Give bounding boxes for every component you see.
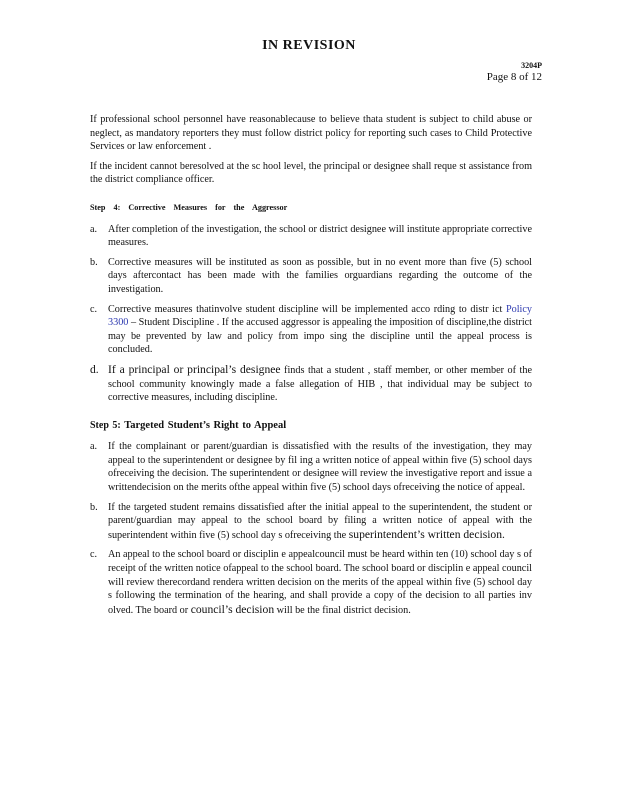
- step-5-item-b: [90, 501, 532, 543]
- page-number: Page 8 of 12: [486, 71, 542, 83]
- item-label: a.: [90, 223, 98, 235]
- item-emphasis-text: council’s decision: [190, 602, 275, 616]
- step-5-label: Step 5:: [90, 419, 121, 431]
- item-text: If the complainant or parent/guardian is dissatisfied with the results of the investigation, they may appeal to the superintendent or designee by fil ing a written notice of appeal within five (5) school days ofreceiving the decision. The superintendent or designee will review the investigative report and issue a writtendecision on the merits ofthe appeal within five (5) school days ofreceiving the notice of appeal.: [108, 441, 532, 494]
- intro-paragraph-1: If professional school personnel have reasonablecause to believe thata student is subject to child abuse or neglect, as mandatory reporters they must follow district policy for reporting such cases to Child Protective Services or law enforcement .: [90, 114, 532, 153]
- item-text-after-link: – Student Discipline . If the accused aggressor is appealing the imposition of discipline,the district may be prevented by law and policy from impo sing the discipline until the appeal process is concluded.: [108, 317, 532, 356]
- item-label: b.: [90, 501, 98, 513]
- item-label: c.: [90, 549, 98, 561]
- document-body: [90, 113, 532, 623]
- step-5-item-a: [90, 440, 532, 494]
- step-5-title: Targeted Student’s Right to Appeal: [124, 419, 287, 431]
- step-4-item-b: [90, 256, 532, 297]
- step-4-item-c: [90, 303, 532, 357]
- policy-number: 3204P: [521, 61, 542, 70]
- step-4-item-a: [90, 223, 532, 250]
- item-text: After completion of the investigation, the school or district designee will institute appropriate corrective measures.: [108, 223, 532, 249]
- item-text-before-link: Corrective measures thatinvolve student discipline will be implemented acco rding to distr ict: [108, 303, 506, 315]
- item-label: b.: [90, 256, 98, 268]
- step-5-item-c: [90, 548, 532, 617]
- page-title: IN REVISION: [262, 38, 356, 53]
- item-text: finds that a student , staff member, or other member of the school community knowingly made a false allegation of HIB , that individual may be subject to corrective measures, including discipline.: [108, 364, 532, 404]
- item-text: An appeal to the school board or disciplin e appealcouncil must be heard within ten (10) school day s of receipt of the written notice ofappeal to the school board. The school board or disciplin e appeal council will review therecordand rendera written decision on the merits of the appeal within five (5) school day s following the termination of the hearing, and shall provide a copy of the decision to all parties inv olved. The board or: [108, 549, 532, 616]
- item-lead-text: If a principal or principal’s designee: [108, 362, 281, 376]
- item-label: a.: [90, 441, 98, 453]
- step-4-item-d: [90, 363, 532, 405]
- item-tail-text: will be the final district decision.: [274, 604, 411, 616]
- item-tail-text: superintendent’s written decision.: [348, 527, 505, 541]
- policy-3300-link[interactable]: Policy 3300: [108, 303, 532, 329]
- item-label: d.: [90, 362, 99, 376]
- step-5-heading: [90, 419, 532, 433]
- item-label: c.: [90, 303, 98, 315]
- item-text: If the targeted student remains dissatisfied after the initial appeal to the superintendent, the student or parent/guardian may appeal to the school board by filing a written notice of appeal with the superintendent within five (5) school day s ofreceiving the: [108, 501, 532, 541]
- step-4-heading: Step 4: Corrective Measures for the Aggressor: [90, 202, 288, 212]
- item-text: Corrective measures will be instituted as soon as possible, but in no event more than five (5) school days aftercontact has been made with the families orguardians regarding the outcome of the investigation.: [108, 256, 532, 295]
- intro-paragraph-2: If the incident cannot beresolved at the sc hool level, the principal or designee shall reque st assistance from the district compliance officer.: [90, 160, 532, 186]
